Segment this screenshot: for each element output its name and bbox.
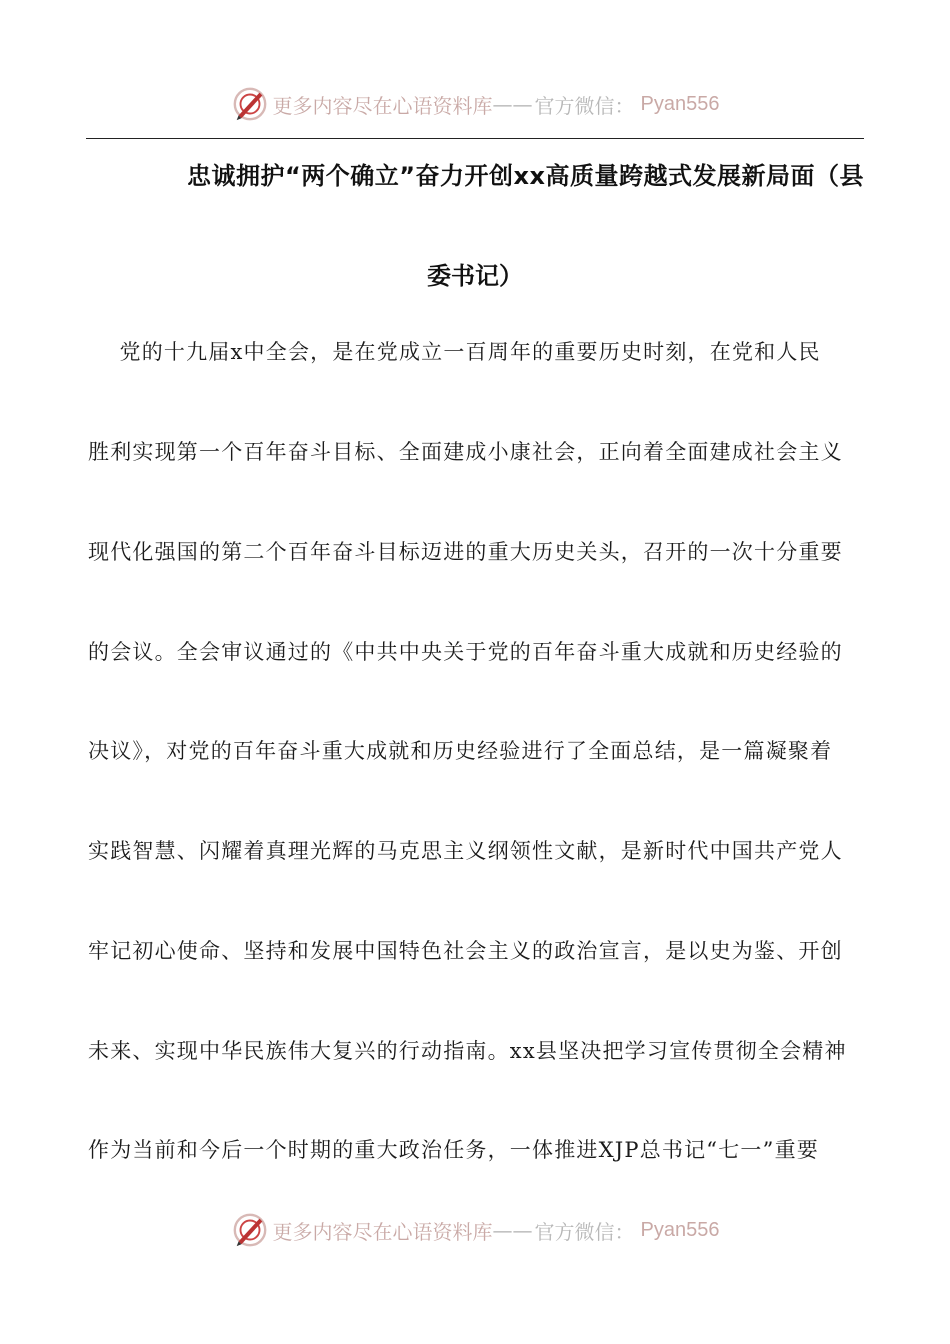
footer-banner [0,1208,950,1252]
banner-wechat-id: Pyan556 [640,92,720,115]
banner-wechat-id: Pyan556 [640,1218,720,1241]
banner-wechat-label: 官方微信： [534,93,635,118]
banner-dash: —— [492,1218,533,1242]
banner-wechat-label: 官方微信： [534,1219,635,1244]
document-title-line-2: 委书记） [427,262,523,290]
body-line: 现代化强国的第二个百年奋斗目标迈进的重大历史关头，召开的一次十分重要 [88,540,843,564]
body-line: 决议》，对党的百年奋斗重大成就和历史经验进行了全面总结，是一篇凝聚着 [88,739,833,763]
header-divider [86,138,864,139]
body-line: 牢记初心使命、坚持和发展中国特色社会主义的政治宣言，是以史为鉴、开创 [88,939,843,963]
pen-logo-icon [231,85,269,123]
body-line: 未来、实现中华民族伟大复兴的行动指南。xx县坚决把学习宣传贯彻全会精神 [88,1039,847,1063]
body-line: 胜利实现第一个百年奋斗目标、全面建成小康社会，正向着全面建成社会主义 [88,440,843,464]
banner-dash: —— [492,92,533,116]
pen-logo-icon [231,1211,269,1249]
header-banner [0,82,950,126]
banner-text: 更多内容尽在心语资料库 [272,1219,493,1244]
body-line: 的会议。全会审议通过的《中共中央关于党的百年奋斗重大成就和历史经验的 [88,640,843,664]
banner-text: 更多内容尽在心语资料库 [272,93,493,118]
document-title-line-1: 忠诚拥护“两个确立”奋力开创xx高质量跨越式发展新局面（县 [186,162,864,190]
body-line: 作为当前和今后一个时期的重大政治任务，一体推进XJP总书记“七一”重要 [88,1138,819,1162]
body-line: 实践智慧、闪耀着真理光辉的马克思主义纲领性文献，是新时代中国共产党人 [88,839,843,863]
body-line: 党的十九届x中全会，是在党成立一百周年的重要历史时刻，在党和人民 [88,340,821,364]
